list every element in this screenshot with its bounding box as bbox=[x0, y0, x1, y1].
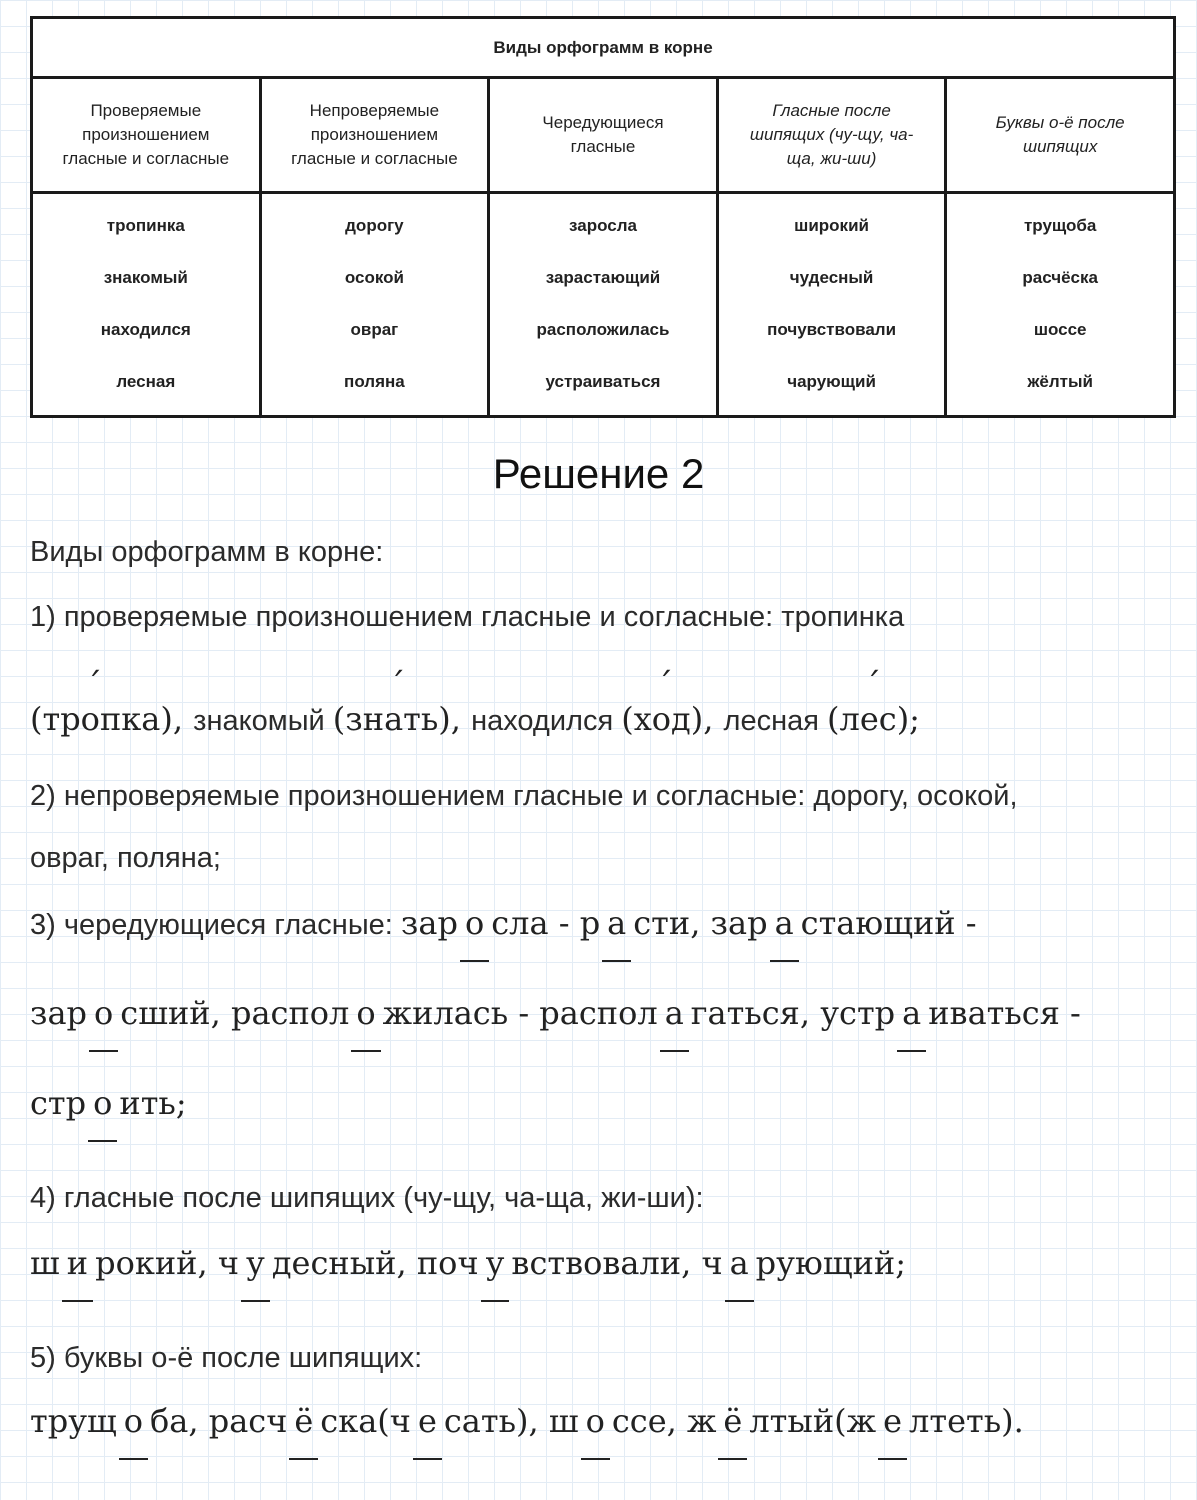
underlined-vowel: у bbox=[479, 1244, 512, 1282]
underlined-vowel: ё bbox=[287, 1402, 320, 1440]
item-3-line-1 bbox=[30, 904, 977, 942]
header-line: шипящих bbox=[1022, 137, 1098, 156]
column-checked-words bbox=[33, 194, 262, 418]
item-5-examples bbox=[30, 1402, 1024, 1440]
header-checked-vowels bbox=[33, 79, 262, 191]
text-part: сти, зар bbox=[633, 904, 768, 942]
text-part: гаться, устр bbox=[690, 994, 896, 1032]
text-part: находился bbox=[471, 705, 622, 737]
table-cell: знакомый bbox=[103, 268, 188, 287]
text-part: сла - р bbox=[491, 904, 601, 942]
underlined-vowel: о bbox=[117, 1402, 150, 1440]
header-o-yo-after-sibilants bbox=[947, 79, 1173, 191]
text-part: сший, распол bbox=[120, 994, 350, 1032]
column-o-yo-words bbox=[947, 194, 1173, 418]
text-part: иваться - bbox=[928, 994, 1081, 1032]
text-part: зар bbox=[30, 994, 88, 1032]
table-cell: чудесный bbox=[789, 268, 874, 287]
stressed-vowel: ´ а bbox=[384, 700, 403, 738]
table-cell: овраг bbox=[350, 320, 399, 339]
header-line: Чередующиеся bbox=[542, 113, 664, 132]
item-3-label: 3) чередующиеся гласные: bbox=[30, 909, 401, 941]
table-cell: заросла bbox=[569, 216, 637, 235]
stressed-vowel: ´ о bbox=[652, 700, 671, 738]
text-part: (тр bbox=[30, 700, 81, 738]
text-part: вствовали, ч bbox=[511, 1244, 723, 1282]
table-cell: устраиваться bbox=[545, 372, 661, 391]
table-cell: осокой bbox=[344, 268, 404, 287]
table-cell: лесная bbox=[116, 372, 176, 391]
text-part: десный, поч bbox=[271, 1244, 479, 1282]
header-line: гласные и согласные bbox=[291, 149, 458, 168]
underlined-vowel: о bbox=[579, 1402, 612, 1440]
column-alternating-words bbox=[490, 194, 719, 418]
stressed-vowel: ´ о bbox=[81, 700, 100, 738]
text-part: рующий; bbox=[755, 1244, 907, 1282]
header-line: Проверяемые bbox=[90, 101, 202, 120]
solution-intro: Виды орфограмм в корне: bbox=[30, 536, 384, 568]
text-part: рокий, ч bbox=[95, 1244, 239, 1282]
underlined-vowel: у bbox=[239, 1244, 272, 1282]
header-line: произношением bbox=[82, 125, 210, 144]
text-part: жилась - распол bbox=[382, 994, 658, 1032]
item-1: 1) проверяемые произношением гласные и согласные: тропинка bbox=[30, 601, 905, 633]
text-part: лтеть). bbox=[909, 1402, 1024, 1440]
item-2: 2) непроверяемые произношением гласные и согласные: дорогу, осокой, bbox=[30, 780, 1018, 812]
text-part: ть), bbox=[403, 700, 472, 738]
header-unchecked-vowels bbox=[262, 79, 491, 191]
underlined-vowel: а bbox=[658, 994, 691, 1032]
item-3-line-2 bbox=[30, 994, 1081, 1032]
text-part: стр bbox=[30, 1084, 87, 1122]
table-cell: трущоба bbox=[1023, 216, 1097, 235]
text-part: ска(ч bbox=[320, 1402, 411, 1440]
text-part: ссе, ж bbox=[611, 1402, 717, 1440]
text-part: ить; bbox=[119, 1084, 187, 1122]
solution-title: Решение 2 bbox=[492, 450, 705, 497]
table-body-row bbox=[33, 194, 1173, 418]
item-3-line-3 bbox=[30, 1084, 187, 1122]
text-part: пка), bbox=[99, 700, 194, 738]
text-part: зар bbox=[400, 904, 458, 942]
header-line: гласные bbox=[570, 137, 636, 156]
header-line: Непроверяемые bbox=[309, 101, 440, 120]
text-part: с); bbox=[878, 700, 920, 738]
table-cell: почувствовали bbox=[767, 320, 897, 339]
table-cell: расчёска bbox=[1022, 268, 1098, 287]
text-part: знакомый bbox=[193, 705, 333, 737]
underlined-vowel: ё bbox=[716, 1402, 749, 1440]
table-cell: находился bbox=[100, 320, 191, 339]
table-cell: чарующий bbox=[787, 372, 876, 391]
header-line: ща, жи-ши) bbox=[786, 149, 877, 168]
header-line: Буквы о-ё после bbox=[995, 113, 1125, 132]
table-cell: тропинка bbox=[106, 216, 185, 235]
table-cell: дорогу bbox=[345, 216, 404, 235]
underlined-vowel: о bbox=[86, 1084, 119, 1122]
underlined-vowel: а bbox=[895, 994, 928, 1032]
text-part: трущ bbox=[30, 1402, 117, 1440]
spelling-types-table bbox=[30, 16, 1176, 418]
header-line: гласные и согласные bbox=[62, 149, 230, 168]
underlined-vowel: о bbox=[458, 904, 491, 942]
text-part: (л bbox=[827, 700, 860, 738]
table-cell: поляна bbox=[344, 372, 405, 391]
underlined-vowel: е bbox=[876, 1402, 909, 1440]
underlined-vowel: и bbox=[60, 1244, 95, 1282]
header-alternating-vowels bbox=[490, 79, 719, 191]
header-line: Гласные после bbox=[772, 101, 891, 120]
underlined-vowel: о bbox=[87, 994, 120, 1032]
item-2-cont: овраг, поляна; bbox=[30, 842, 221, 874]
text-part: лесная bbox=[723, 705, 828, 737]
text-part: лтый(ж bbox=[749, 1402, 877, 1440]
stressed-vowel: ´ е bbox=[860, 700, 879, 738]
table-cell: шоссе bbox=[1033, 320, 1087, 339]
underlined-vowel: а bbox=[723, 1244, 756, 1282]
text-part: ш bbox=[30, 1244, 60, 1282]
item-5: 5) буквы о-ё после шипящих: bbox=[30, 1342, 423, 1374]
text-part: стающий - bbox=[800, 904, 977, 942]
table-header-row bbox=[33, 79, 1173, 194]
underlined-vowel: о bbox=[349, 994, 382, 1032]
underlined-vowel: а bbox=[600, 904, 633, 942]
text-part: (зн bbox=[332, 700, 385, 738]
table-title: Виды орфограмм в корне bbox=[33, 19, 1173, 79]
column-sibilant-words bbox=[719, 194, 948, 418]
text-part: сать), ш bbox=[443, 1402, 579, 1440]
underlined-vowel: а bbox=[768, 904, 801, 942]
table-cell: жёлтый bbox=[1027, 372, 1093, 391]
header-line: произношением bbox=[310, 125, 439, 144]
item-1-examples bbox=[30, 700, 920, 738]
text-part: ба, расч bbox=[150, 1402, 288, 1440]
item-4-examples bbox=[30, 1244, 906, 1282]
underlined-vowel: е bbox=[411, 1402, 444, 1440]
item-4: 4) гласные после шипящих (чу-щу, ча-ща, жи-ши): bbox=[30, 1182, 704, 1214]
table-cell: широкий bbox=[794, 216, 869, 235]
header-line: шипящих (чу-щу, ча- bbox=[749, 125, 914, 144]
text-part: д), bbox=[671, 700, 724, 738]
header-vowels-after-sibilants bbox=[719, 79, 948, 191]
table-cell: зарастающий bbox=[545, 268, 661, 287]
table-cell: расположилась bbox=[536, 320, 670, 339]
text-part: (х bbox=[621, 700, 652, 738]
column-unchecked-words bbox=[262, 194, 491, 418]
